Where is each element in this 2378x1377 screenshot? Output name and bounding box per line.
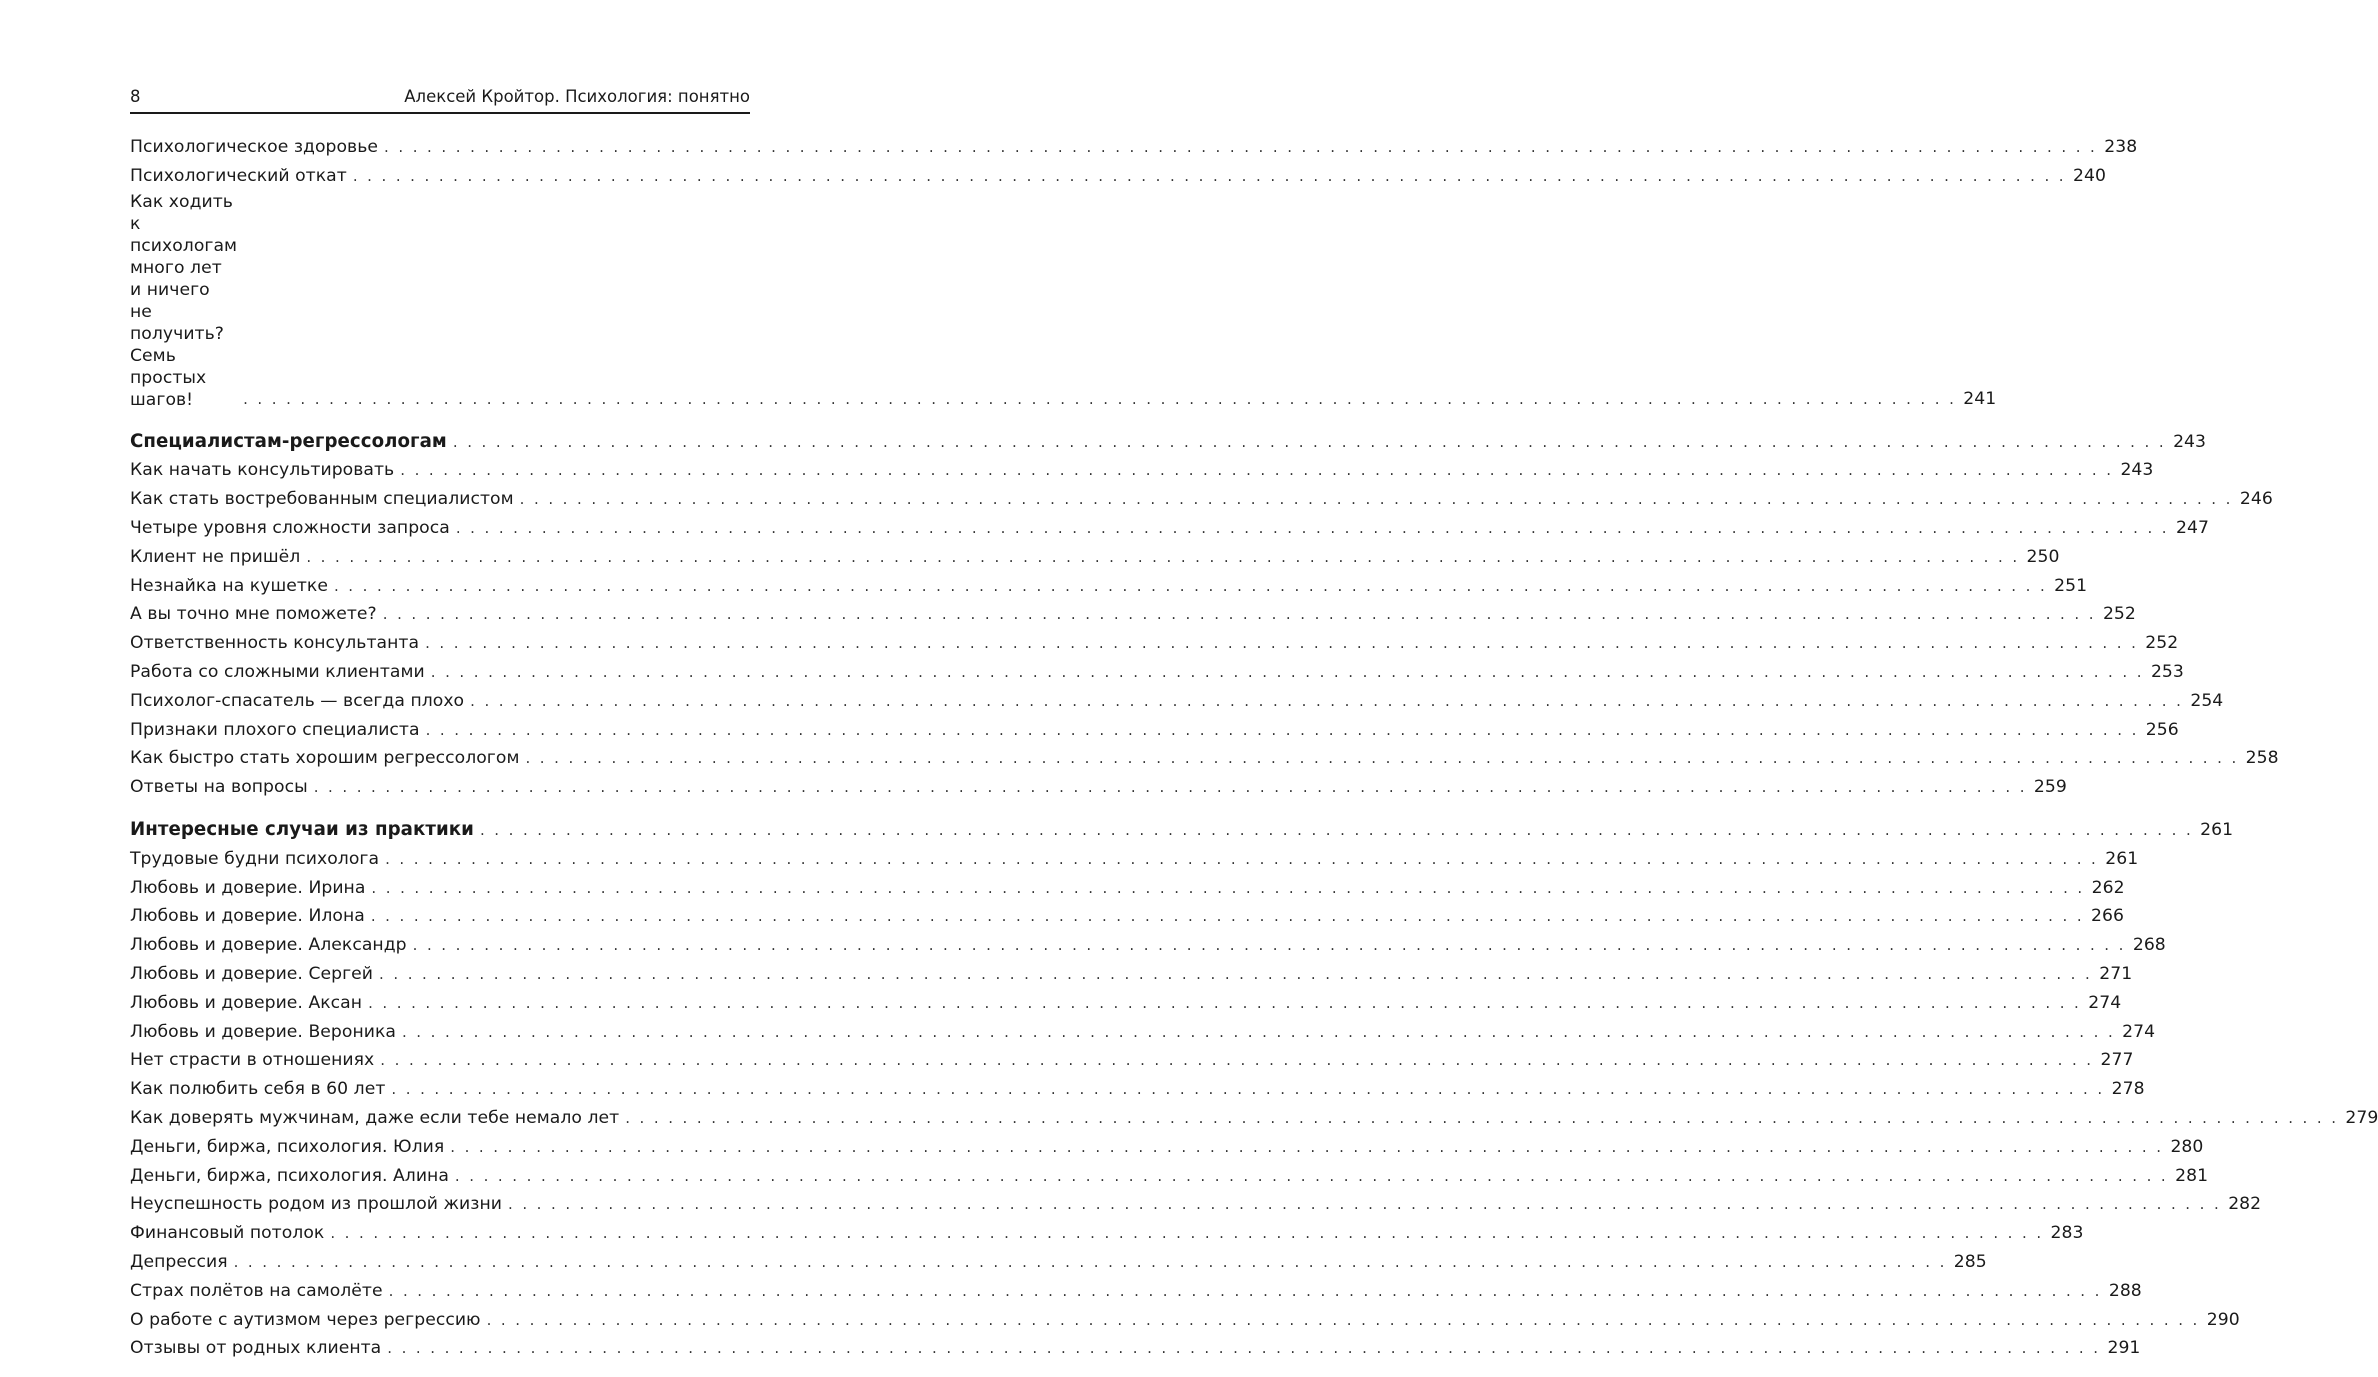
toc-page-number: 279 xyxy=(2345,1107,2378,1128)
toc-leader-dots: . . . . . . . . . . . . . . . . . . . . . . . . . . . . . . . . . . . . . . . . . . . . . . . . . . . . . . . . . . . . . . . . . . . . . . . . . . . . . . . . . . . . . . . . . . . . . . . . . . . . . . . . . . . . . . . . . . . . . . . . xyxy=(330,1224,2044,1243)
toc-leader-dots: . . . . . . . . . . . . . . . . . . . . . . . . . . . . . . . . . . . . . . . . . . . . . . . . . . . . . . . . . . . . . . . . . . . . . . . . . . . . . . . . . . . . . . . . . . . . . . . . . . . . . . . . . . . . . . . . . . . . . . . . xyxy=(425,720,2139,739)
toc-section-heading[interactable] xyxy=(130,428,2207,457)
toc-group xyxy=(130,428,2279,802)
toc-entry[interactable] xyxy=(130,845,2139,874)
toc-page-number: 241 xyxy=(1963,388,1997,409)
toc-page-number: 247 xyxy=(2176,517,2209,538)
toc-entry[interactable] xyxy=(130,1277,2142,1306)
toc-entry[interactable] xyxy=(130,1075,2145,1104)
toc-leader-dots: . . . . . . . . . . . . . . . . . . . . . . . . . . . . . . . . . . . . . . . . . . . . . . . . . . . . . . . . . . . . . . . . . . . . . . . . . . . . . . . . . . . . . . . . . . . . . . . . . . . . . . . . . . . . . . . . . . . . . . . . xyxy=(454,1166,2169,1185)
toc-entry-title: Как полюбить себя в 60 лет xyxy=(130,1079,386,1100)
toc-entry-title: Как доверять мужчинам, даже если тебе немало лет xyxy=(130,1107,620,1128)
toc-entry-title: Депрессия xyxy=(130,1251,228,1272)
toc-entry[interactable] xyxy=(130,1306,2240,1335)
toc-leader-dots: . . . . . . . . . . . . . . . . . . . . . . . . . . . . . . . . . . . . . . . . . . . . . . . . . . . . . . . . . . . . . . . . . . . . . . . . . . . . . . . . . . . . . . . . . . . . . . . . . . . . . . . . . . . . . . . . . . . . . . . . xyxy=(370,907,2084,926)
toc-entry-title: О работе с аутизмом через регрессию xyxy=(130,1309,481,1330)
toc-leader-dots: . . . . . . . . . . . . . . . . . . . . . . . . . . . . . . . . . . . . . . . . . . . . . . . . . . . . . . . . . . . . . . . . . . . . . . . . . . . . . . . . . . . . . . . . . . . . . . . . . . . . . . . . . . . . . . . . . . . . . . . . xyxy=(233,1252,1947,1271)
toc-entry[interactable] xyxy=(130,1104,2378,1133)
toc-page-number: 268 xyxy=(2132,935,2166,956)
toc-entry-title: Любовь и доверие. Вероника xyxy=(130,1021,396,1042)
toc-entry-title: Как быстро стать хорошим регрессологом xyxy=(130,748,520,769)
toc-group xyxy=(130,816,2378,1363)
toc-entry[interactable] xyxy=(130,1219,2084,1248)
toc-leader-dots: . . . . . . . . . . . . . . . . . . . . . . . . . . . . . . . . . . . . . . . . . . . . . . . . . . . . . . . . . . . . . . . . . . . . . . . . . . . . . . . . . . . . . . . . . . . . . . . . . . . . . . . . . . . . . . . . . . . . . . . . xyxy=(455,518,2169,537)
toc-entry[interactable] xyxy=(130,902,2124,931)
toc-leader-dots: . . . . . . . . . . . . . . . . . . . . . . . . . . . . . . . . . . . . . . . . . . . . . . . . . . . . . . . . . . . . . . . . . . . . . . . . . . . . . . . . . . . . . . . . . . . . . . . . . . . . . . . . . . . . . . . . . . . . . . . . xyxy=(479,820,2194,839)
toc-entry[interactable] xyxy=(130,600,2136,629)
toc-leader-dots: . . . . . . . . . . . . . . . . . . . . . . . . . . . . . . . . . . . . . . . . . . . . . . . . . . . . . . . . . . . . . . . . . . . . . . . . . . . . . . . . . . . . . . . . . . . . . . . . . . . . . . . . . . . . . . . . . . . . . . . . xyxy=(412,936,2126,955)
toc-entry[interactable] xyxy=(130,514,2209,543)
toc-leader-dots: . . . . . . . . . . . . . . . . . . . . . . . . . . . . . . . . . . . . . . . . . . . . . . . . . . . . . . . . . . . . . . . . . . . . . . . . . . . . . . . . . . . . . . . . . . . . . . . . . . . . . . . . . . . . . . . . . . . . . . . . xyxy=(306,547,2020,566)
toc-page-number: 280 xyxy=(2170,1136,2204,1157)
toc-leader-dots: . . . . . . . . . . . . . . . . . . . . . . . . . . . . . . . . . . . . . . . . . . . . . . . . . . . . . . . . . . . . . . . . . . . . . . . . . . . . . . . . . . . . . . . . . . . . . . . . . . . . . . . . . . . . . . . . . . . . . . . . xyxy=(470,691,2184,710)
toc-entry[interactable] xyxy=(130,989,2122,1018)
header-book-title: Психология: понятно xyxy=(565,87,750,106)
toc-entry[interactable] xyxy=(130,543,2060,572)
toc-leader-dots: . . . . . . . . . . . . . . . . . . . . . . . . . . . . . . . . . . . . . . . . . . . . . . . . . . . . . . . . . . . . . . . . . . . . . . . . . . . . . . . . . . . . . . . . . . . . . . . . . . . . . . . . . . . . . . . . . . . . . . . . xyxy=(452,432,2167,451)
toc-leader-dots: . . . . . . . . . . . . . . . . . . . . . . . . . . . . . . . . . . . . . . . . . . . . . . . . . . . . . . . . . . . . . . . . . . . . . . . . . . . . . . . . . . . . . . . . . . . . . . . . . . . . . . . . . . . . . . . . . . . . . . . . xyxy=(333,576,2048,595)
toc-page-number: 240 xyxy=(2073,165,2106,186)
toc-page-number: 243 xyxy=(2173,431,2207,452)
toc-entry-title: Клиент не пришёл xyxy=(130,546,301,567)
toc-leader-dots: . . . . . . . . . . . . . . . . . . . . . . . . . . . . . . . . . . . . . . . . . . . . . . . . . . . . . . . . . . . . . . . . . . . . . . . . . . . . . . . . . . . . . . . . . . . . . . . . . . . . . . . . . . . . . . . . . . . . . . . . xyxy=(507,1195,2222,1214)
toc-leader-dots: . . . . . . . . . . . . . . . . . . . . . . . . . . . . . . . . . . . . . . . . . . . . . . . . . . . . . . . . . . . . . . . . . . . . . . . . . . . . . . . . . . . . . . . . . . . . . . . . . . . . . . . . . . . . . . . . . . . . . . . . xyxy=(430,662,2144,681)
toc-entry-title: Любовь и доверие. Илона xyxy=(130,906,365,927)
toc-leader-dots: . . . . . . . . . . . . . . . . . . . . . . . . . . . . . . . . . . . . . . . . . . . . . . . . . . . . . . . . . . . . . . . . . . . . . . . . . . . . . . . . . . . . . . . . . . . . . . . . . . . . . . . . . . . . . . . . . . . . . . . . xyxy=(391,1080,2105,1099)
toc-leader-dots: . . . . . . . . . . . . . . . . . . . . . . . . . . . . . . . . . . . . . . . . . . . . . . . . . . . . . . . . . . . . . . . . . . . . . . . . . . . . . . . . . . . . . . . . . . . . . . . . . . . . . . . . . . . . . . . . . . . . . . . . xyxy=(400,461,2114,480)
toc-entry-title: Четыре уровня сложности запроса xyxy=(130,517,450,538)
toc-page-number: 252 xyxy=(2102,604,2136,625)
toc-entry-title: Ответы на вопросы xyxy=(130,777,308,798)
toc-section-heading[interactable] xyxy=(130,816,2234,845)
toc-leader-dots: . . . . . . . . . . . . . . . . . . . . . . . . . . . . . . . . . . . . . . . . . . . . . . . . . . . . . . . . . . . . . . . . . . . . . . . . . . . . . . . . . . . . . . . . . . . . . . . . . . . . . . . . . . . . . . . . . . . . . . . . xyxy=(368,993,2082,1012)
toc-leader-dots: . . . . . . . . . . . . . . . . . . . . . . . . . . . . . . . . . . . . . . . . . . . . . . . . . . . . . . . . . . . . . . . . . . . . . . . . . . . . . . . . . . . . . . . . . . . . . . . . . . . . . . . . . . . . . . . . . . . . . . . . xyxy=(382,605,2096,624)
toc-page-number: 277 xyxy=(2100,1050,2134,1071)
toc-entry[interactable] xyxy=(130,931,2166,960)
toc-entry-title: Как начать консультировать xyxy=(130,460,395,481)
table-of-contents xyxy=(130,133,2378,1377)
toc-leader-dots: . . . . . . . . . . . . . . . . . . . . . . . . . . . . . . . . . . . . . . . . . . . . . . . . . . . . . . . . . . . . . . . . . . . . . . . . . . . . . . . . . . . . . . . . . . . . . . . . . . . . . . . . . . . . . . . . . . . . . . . . xyxy=(401,1022,2116,1041)
toc-entry-title: Любовь и доверие. Александр xyxy=(130,935,407,956)
toc-entry[interactable] xyxy=(130,716,2179,745)
toc-entry-title: Признаки плохого специалиста xyxy=(130,719,420,740)
toc-entry-title: Деньги, биржа, психология. Алина xyxy=(130,1165,449,1186)
toc-page-number: 252 xyxy=(2145,633,2179,654)
toc-entry[interactable] xyxy=(130,687,2224,716)
toc-entry[interactable] xyxy=(130,629,2179,658)
toc-entry-title: Отзывы от родных клиента xyxy=(130,1338,382,1359)
toc-page-number: 266 xyxy=(2091,906,2124,927)
toc-page-number: 274 xyxy=(2122,1021,2156,1042)
toc-leader-dots: . . . . . . . . . . . . . . . . . . . . . . . . . . . . . . . . . . . . . . . . . . . . . . . . . . . . . . . . . . . . . . . . . . . . . . . . . . . . . . . . . . . . . . . . . . . . . . . . . . . . . . . . . . . . . . . . . . . . . . . . xyxy=(385,849,2099,868)
toc-entry-title: Финансовый потолок xyxy=(130,1223,325,1244)
toc-entry[interactable] xyxy=(130,1018,2156,1047)
toc-entry-title: Незнайка на кушетке xyxy=(130,575,328,596)
toc-entry-title: Нет страсти в отношениях xyxy=(130,1050,375,1071)
toc-leader-dots: . . . . . . . . . . . . . . . . . . . . . . . . . . . . . . . . . . . . . . . . . . . . . . . . . . . . . . . . . . . . . . . . . . . . . . . . . . . . . . . . . . . . . . . . . . . . . . . . . . . . . . . . . . . . . . . . . . . . . . . . xyxy=(625,1108,2339,1127)
toc-entry-title: Трудовые будни психолога xyxy=(130,848,380,869)
toc-entry-title: Психолог-спасатель — всегда плохо xyxy=(130,690,465,711)
header-rule xyxy=(130,112,750,114)
toc-entry-title: Деньги, биржа, психология. Юлия xyxy=(130,1136,445,1157)
toc-leader-dots: . . . . . . . . . . . . . . . . . . . . . . . . . . . . . . . . . . . . . . . . . . . . . . . . . . . . . . . . . . . . . . . . . . . . . . . . . . . . . . . . . . . . . . . . . . . . . . . . . . . . . . . . . . . . . . . . . . . . . . . . xyxy=(486,1310,2200,1329)
toc-page-number: 278 xyxy=(2111,1079,2145,1100)
toc-entry[interactable] xyxy=(130,572,2088,601)
toc-entry[interactable] xyxy=(130,133,2138,162)
toc-leader-dots: . . . . . . . . . . . . . . . . . . . . . . . . . . . . . . . . . . . . . . . . . . . . . . . . . . . . . . . . . . . . . . . . . . . . . . . . . . . . . . . . . . . . . . . . . . . . . . . . . . . . . . . . . . . . . . . . . . . . . . . . xyxy=(313,778,2027,797)
toc-section-title: Интересные случаи из практики xyxy=(130,818,474,840)
toc-leader-dots: . . . . . . . . . . . . . . . . . . . . . . . . . . . . . . . . . . . . . . . . . . . . . . . . . . . . . . . . . . . . . . . . . . . . . . . . . . . . . . . . . . . . . . . . . . . . . . . . . . . . . . . . . . . . . . . . . . . . . . . . xyxy=(387,1339,2101,1358)
toc-page-number: 243 xyxy=(2120,460,2154,481)
toc-entry[interactable] xyxy=(130,485,2273,514)
toc-entry-title: Любовь и доверие. Сергей xyxy=(130,963,374,984)
toc-entry-title: Любовь и доверие. Аксан xyxy=(130,992,363,1013)
toc-entry-title: Страх полётов на самолёте xyxy=(130,1280,383,1301)
toc-page-number: 246 xyxy=(2239,489,2273,510)
toc-entry-title: А вы точно мне поможете? xyxy=(130,604,377,625)
toc-leader-dots: . . . . . . . . . . . . . . . . . . . . . . . . . . . . . . . . . . . . . . . . . . . . . . . . . . . . . . . . . . . . . . . . . . . . . . . . . . . . . . . . . . . . . . . . . . . . . . . . . . . . . . . . . . . . . . . . . . . . . . . . xyxy=(388,1281,2102,1300)
toc-page-number: 261 xyxy=(2105,848,2139,869)
toc-page-number: 288 xyxy=(2108,1280,2142,1301)
toc-page-number: 251 xyxy=(2054,575,2088,596)
toc-entry[interactable] xyxy=(130,874,2125,903)
toc-page-number: 282 xyxy=(2228,1194,2262,1215)
toc-page-number: 254 xyxy=(2190,690,2224,711)
toc-page-number: 283 xyxy=(2050,1223,2084,1244)
toc-entry-title: Как ходить к психологам много лет и ничего не получить? Семь простых шагов! xyxy=(130,191,238,410)
toc-entry[interactable] xyxy=(130,960,2133,989)
toc-entry[interactable] xyxy=(130,1046,2134,1075)
toc-entry[interactable] xyxy=(130,1190,2262,1219)
toc-page-number: 285 xyxy=(1953,1251,1987,1272)
toc-leader-dots: . . . . . . . . . . . . . . . . . . . . . . . . . . . . . . . . . . . . . . . . . . . . . . . . . . . . . . . . . . . . . . . . . . . . . . . . . . . . . . . . . . . . . . . . . . . . . . . . . . . . . . . . . . . . . . . . . . . . . . . . xyxy=(379,964,2093,983)
toc-page-number: 259 xyxy=(2033,777,2067,798)
toc-entry[interactable] xyxy=(130,658,2184,687)
toc-group xyxy=(130,133,2138,414)
toc-leader-dots: . . . . . . . . . . . . . . . . . . . . . . . . . . . . . . . . . . . . . . . . . . . . . . . . . . . . . . . . . . . . . . . . . . . . . . . . . . . . . . . . . . . . . . . . . . . . . . . . . . . . . . . . . . . . . . . . . . . . . . . . xyxy=(380,1051,2094,1070)
toc-page-number: 274 xyxy=(2088,992,2122,1013)
toc-leader-dots: . . . . . . . . . . . . . . . . . . . . . . . . . . . . . . . . . . . . . . . . . . . . . . . . . . . . . . . . . . . . . . . . . . . . . . . . . . . . . . . . . . . . . . . . . . . . . . . . . . . . . . . . . . . . . . . . . . . . . . . . xyxy=(352,166,2066,185)
toc-entry[interactable] xyxy=(130,744,2279,773)
toc-page-number: 262 xyxy=(2091,877,2125,898)
toc-leader-dots: . . . . . . . . . . . . . . . . . . . . . . . . . . . . . . . . . . . . . . . . . . . . . . . . . . . . . . . . . . . . . . . . . . . . . . . . . . . . . . . . . . . . . . . . . . . . . . . . . . . . . . . . . . . . . . . . . . . . . . . . xyxy=(450,1137,2164,1156)
toc-page-number: 250 xyxy=(2026,546,2060,567)
toc-entry[interactable] xyxy=(130,456,2154,485)
toc-entry[interactable] xyxy=(130,1133,2204,1162)
toc-page-number: 258 xyxy=(2245,748,2279,769)
toc-entry[interactable] xyxy=(130,1162,2209,1191)
toc-page-number: 256 xyxy=(2145,719,2179,740)
page-number: 8 xyxy=(130,87,141,106)
toc-entry-title: Неуспешность родом из прошлой жизни xyxy=(130,1194,502,1215)
toc-leader-dots: . . . . . . . . . . . . . . . . . . . . . . . . . . . . . . . . . . . . . . . . . . . . . . . . . . . . . . . . . . . . . . . . . . . . . . . . . . . . . . . . . . . . . . . . . . . . . . . . . . . . . . . . . . . . . . . . . . . . . . . . xyxy=(425,634,2139,653)
toc-entry[interactable] xyxy=(130,1334,2141,1363)
toc-entry-title: Как стать востребованным специалистом xyxy=(130,489,514,510)
toc-leader-dots: . . . . . . . . . . . . . . . . . . . . . . . . . . . . . . . . . . . . . . . . . . . . . . . . . . . . . . . . . . . . . . . . . . . . . . . . . . . . . . . . . . . . . . . . . . . . . . . . . . . . . . . . . . . . . . . . . . . . . . . . xyxy=(384,138,2098,156)
toc-entry[interactable] xyxy=(130,162,2106,191)
toc-section-title: Специалистам-регрессологам xyxy=(130,430,447,452)
toc-leader-dots: . . . . . . . . . . . . . . . . . . . . . . . . . . . . . . . . . . . . . . . . . . . . . . . . . . . . . . . . . . . . . . . . . . . . . . . . . . . . . . . . . . . . . . . . . . . . . . . . . . . . . . . . . . . . . . . . . . . . . . . . xyxy=(519,490,2233,509)
toc-leader-dots: . . . . . . . . . . . . . . . . . . . . . . . . . . . . . . . . . . . . . . . . . . . . . . . . . . . . . . . . . . . . . . . . . . . . . . . . . . . . . . . . . . . . . . . . . . . . . . . . . . . . . . . . . . . . . . . . . . . . . . . . xyxy=(371,878,2085,897)
toc-entry-title: Ответственность консультанта xyxy=(130,633,420,654)
toc-page-number: 261 xyxy=(2200,819,2234,840)
header-book-info xyxy=(404,86,750,108)
toc-entry[interactable] xyxy=(130,773,2067,802)
toc-page-number: 238 xyxy=(2104,137,2138,157)
toc-leader-dots: . . . . . . . . . . . . . . . . . . . . . . . . . . . . . . . . . . . . . . . . . . . . . . . . . . . . . . . . . . . . . . . . . . . . . . . . . . . . . . . . . . . . . . . . . . . . . . . . . . . . . . . . . . . . . . . . . . . . . . . . xyxy=(243,389,1957,408)
toc-entry[interactable] xyxy=(130,191,1997,414)
toc-page-number: 291 xyxy=(2107,1338,2141,1359)
header-author: Алексей Кройтор. xyxy=(404,87,560,106)
toc-entry-title: Любовь и доверие. Ирина xyxy=(130,877,366,898)
toc-entry-title: Работа со сложными клиентами xyxy=(130,661,425,682)
toc-page-number: 281 xyxy=(2175,1165,2209,1186)
running-header xyxy=(130,86,750,108)
toc-leader-dots: . . . . . . . . . . . . . . . . . . . . . . . . . . . . . . . . . . . . . . . . . . . . . . . . . . . . . . . . . . . . . . . . . . . . . . . . . . . . . . . . . . . . . . . . . . . . . . . . . . . . . . . . . . . . . . . . . . . . . . . . xyxy=(525,749,2239,768)
toc-entry-title: Психологический откат xyxy=(130,165,347,186)
toc-entry-title: Психологическое здоровье xyxy=(130,137,379,157)
toc-entry[interactable] xyxy=(130,1248,1987,1277)
toc-page-number: 271 xyxy=(2099,963,2133,984)
toc-page-number: 290 xyxy=(2206,1309,2240,1330)
toc-page-number: 253 xyxy=(2150,661,2184,682)
